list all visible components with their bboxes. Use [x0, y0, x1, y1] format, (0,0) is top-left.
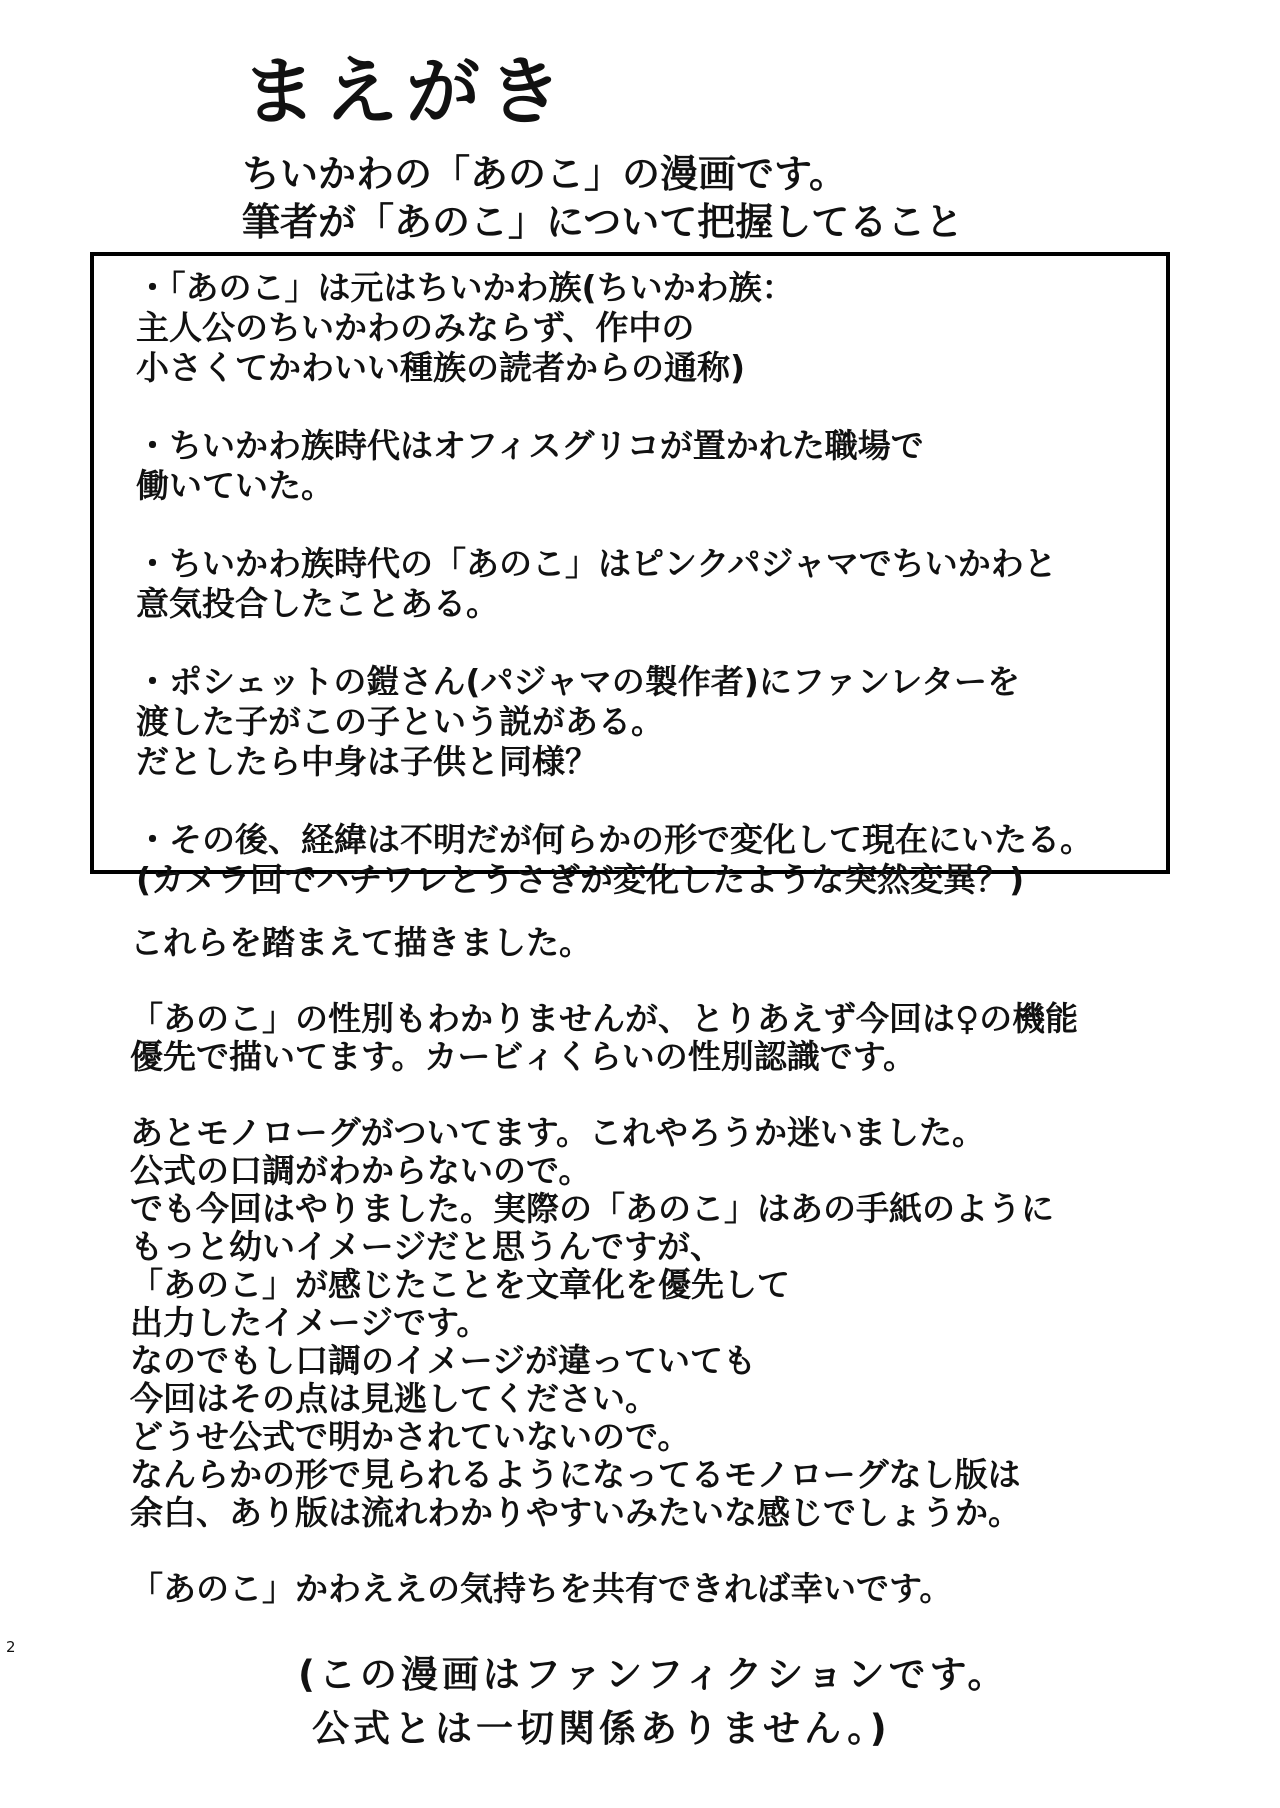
- afterword-line: 「あのこ」が感じたことを文章化を優先して: [130, 1265, 790, 1304]
- fact-item: [136, 268, 1166, 388]
- fact-line: ・ポシェットの鎧さん(パジャマの製作者)にファンレターを: [136, 662, 1021, 701]
- disclaimer-line: (この漫画はファンフィクションです。: [298, 1653, 1009, 1696]
- afterword-line: でも今回はやりました。実際の「あのこ」はあの手紙のように: [130, 1189, 1054, 1228]
- disclaimer-line: 公式とは一切関係ありません。): [312, 1707, 891, 1750]
- afterword-line: なんらかの形で見られるようになってるモノローグなし版は: [130, 1455, 1021, 1494]
- fact-line: 小さくてかわいい種族の読者からの通称): [136, 348, 746, 387]
- afterword-line: 優先で描いてます。カービィくらいの性別認識です。: [130, 1037, 917, 1076]
- afterword-line: もっと幼いイメージだと思うんですが、: [130, 1227, 724, 1266]
- fact-item: [136, 662, 1166, 782]
- fact-line: ・ちいかわ族時代の「あのこ」はピンクパジャマでちいかわと: [136, 544, 1057, 583]
- fact-line: ・ちいかわ族時代はオフィスグリコが置かれた職場で: [136, 426, 924, 465]
- afterword-line: どうせ公式で明かされていないので。: [130, 1417, 691, 1456]
- afterword-line: あとモノローグがついてます。これやろうか迷いました。: [130, 1113, 986, 1152]
- fact-line: 働いていた。: [136, 466, 334, 505]
- afterword-paragraph: [130, 1570, 1078, 1608]
- fact-line: (カメラ回でハチワレとうさぎが変化したような突然変異？): [136, 860, 1025, 899]
- fact-item: [136, 426, 1166, 506]
- afterword-paragraph: [130, 1000, 1078, 1076]
- disclaimer: [298, 1648, 1009, 1756]
- intro-line: 筆者が「あのこ」について把握してること: [242, 200, 964, 244]
- fact-item: [136, 544, 1166, 624]
- page-title: まえがき: [242, 49, 570, 135]
- fact-line: ・その後、経緯は不明だが何らかの形で変化して現在にいたる。: [136, 820, 1093, 859]
- afterword-line: 出力したイメージです。: [130, 1303, 490, 1342]
- afterword-line: 公式の口調がわからないので。: [130, 1151, 592, 1190]
- afterword-line: 余白、あり版は流れわかりやすいみたいな感じでしょうか。: [130, 1493, 1021, 1532]
- afterword-line: 「あのこ」の性別もわかりませんが、とりあえず今回は♀の機能: [130, 999, 1079, 1038]
- facts-box: [90, 252, 1170, 899]
- fact-item: [136, 820, 1166, 900]
- afterword-line: 今回はその点は見逃してください。: [130, 1379, 658, 1418]
- fact-line: だとしたら中身は子供と同様？: [136, 742, 598, 781]
- intro-line: ちいかわの「あのこ」の漫画です。: [242, 152, 847, 196]
- afterword-line: これらを踏まえて描きました。: [130, 923, 592, 962]
- fact-line: 渡した子がこの子という説がある。: [136, 702, 664, 741]
- afterword-line: なのでもし口調のイメージが違っていても: [130, 1341, 757, 1380]
- intro-text: [242, 150, 963, 246]
- fact-line: 意気投合したことある。: [136, 584, 499, 623]
- afterword-paragraph: [130, 1114, 1078, 1532]
- afterword-line: 「あのこ」かわええの気持ちを共有できれば幸いです。: [130, 1569, 953, 1608]
- fact-line: 主人公のちいかわのみならず、作中の: [136, 308, 695, 347]
- afterword-paragraph: [130, 924, 1078, 962]
- afterword-text: [130, 924, 1078, 1646]
- fact-line: ・「あのこ」は元はちいかわ族(ちいかわ族：: [136, 268, 795, 307]
- page-number: 2: [6, 1638, 16, 1656]
